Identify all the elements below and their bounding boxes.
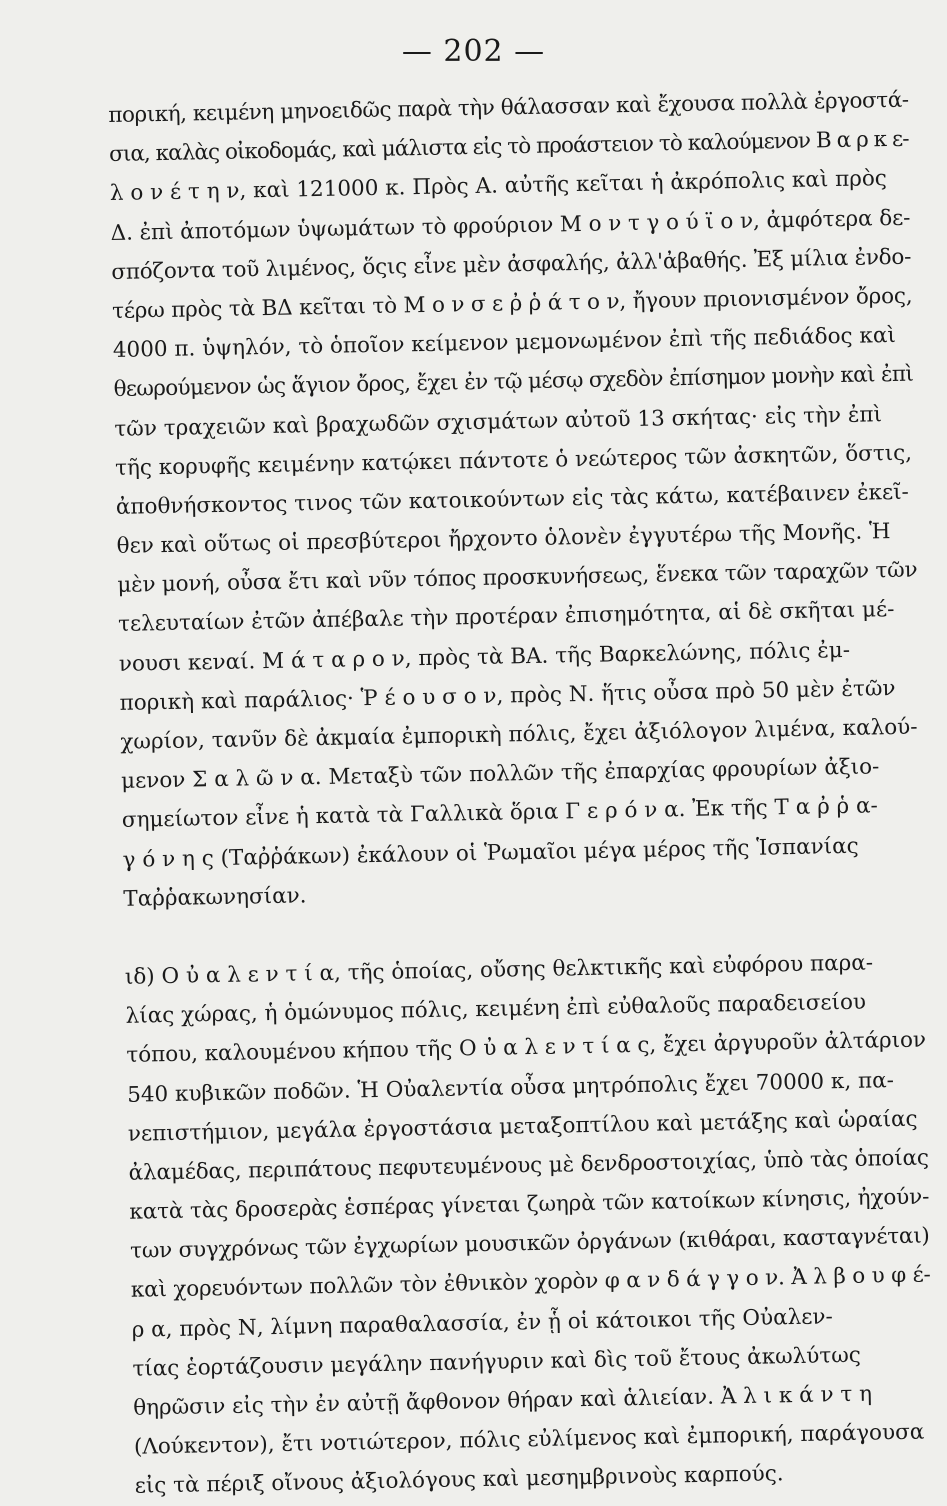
- paragraph-catalonia: [108, 81, 924, 919]
- text-line: εἰς τὰ πέριξ οἴνους ἀξιολόγους καὶ μεσημβρινοὺς καρπούς.: [134, 1461, 784, 1500]
- text-line: τῆς κορυφῆς κειμένην κατῴκει πάντοτε ὁ νεώτερος τῶν ἀσκητῶν, ὅστις,: [114, 440, 913, 481]
- text-line: νεπιστήμιον, μεγάλα ἐργοστάσια μεταξοπτίλου καὶ μετάξης καὶ ὡραίας: [127, 1106, 918, 1147]
- text-line: μὲν μονή, οὖσα ἔτι καὶ νῦν τόπος προσκυνήσεως, ἕνεκα τῶν ταραχῶν τῶν: [117, 557, 918, 599]
- text-line: των συγχρόνως τῶν ἐγχωρίων μουσικῶν ὀργάνων (κιθάραι, κασταγνέται): [129, 1223, 930, 1265]
- text-line: τίας ἑορτάζουσιν μεγάλην πανήγυριν καὶ δὶς τοῦ ἔτους ἀκωλύτως: [132, 1342, 862, 1382]
- text-line: μενον Σ α λ ῶ ν α. Μεταξὺ τῶν πολλῶν τῆς ἐπαρχίας φρουρίων ἀξιο-: [120, 754, 880, 795]
- text-line: τῶν τραχειῶν καὶ βραχωδῶν σχισμάτων αὐτοῦ 13 σκήτας· εἰς τὴν ἐπὶ: [114, 401, 883, 442]
- text-line: καὶ χορευόντων πολλῶν τὸν ἐθνικὸν χορὸν φ α ν δ ά γ γ ο ν. Ἀ λ β ο υ φ έ-: [130, 1262, 931, 1304]
- text-line: γ ό ν η ς (Ταῤῥάκων) ἐκάλουν οἱ Ῥωμαῖοι μέγα μέρος τῆς Ἱσπανίας: [122, 833, 859, 873]
- text-line: Δ. ἐπὶ ἀποτόμων ὑψωμάτων τὸ φρούριον Μ ο ν τ γ ο ύ ϊ ο ν, ἀμφότερα δε-: [110, 205, 911, 246]
- text-line: Ταῤῥακωνησίαν.: [123, 883, 307, 912]
- text-line: λ ο ν έ τ η ν, καὶ 121000 κ. Πρὸς Α. αὐτῆς κεῖται ἡ ἀκρόπολις καὶ πρὸς: [109, 166, 888, 207]
- text-line: θεν καὶ οὕτως οἱ πρεσβύτεροι ἤρχοντο ὁλονὲν ἐγγυτέρω τῆς Μονῆς. Ἡ: [116, 519, 891, 559]
- text-line: 4000 π. ὑψηλόν, τὸ ὁποῖον κείμενον μεμονωμένον ἐπὶ τῆς πεδιάδος καὶ: [112, 323, 897, 364]
- text-line: σπόζοντα τοῦ λιμένος, ὅςις εἶνε μὲν ἀσφαλής, ἀλλ'ἀβαθής. Ἐξ μίλια ἐνδο-: [111, 244, 912, 285]
- text-line: νουσι κεναί. Μ ά τ α ρ ο ν, πρὸς τὰ ΒΑ. τῆς Βαρκελώνης, πόλις ἐμ-: [118, 637, 851, 677]
- text-line: σημείωτον εἶνε ἡ κατὰ τὰ Γαλλικὰ ὅρια Γ ε ρ ό ν α. Ἐκ τῆς Τ α ῤ ῥ α-: [121, 793, 879, 834]
- text-line: θηρῶσιν εἰς τὴν ἐν αὐτῇ ἄφθονον θήραν καὶ ἁλιείαν. Ἀ λ ι κ ά ν τ η: [132, 1381, 873, 1421]
- text-line: ιδ) Ο ὐ α λ ε ν τ ί α, τῆς ὁποίας, οὔσης θελκτικῆς καὶ εὐφόρου παρα-: [124, 950, 874, 990]
- text-line: τέρω πρὸς τὰ ΒΔ κεῖται τὸ Μ ο ν σ ε ῤ ῥ ά τ ο ν, ἤγουν πριονισμένον ὄρος,: [111, 283, 913, 324]
- text-line: κατὰ τὰς δροσερὰς ἑσπέρας γίνεται ζωηρὰ τῶν κατοίκων κίνησις, ἠχούν-: [129, 1184, 930, 1225]
- text-line: πορικὴ καὶ παράλιος· Ῥ έ ο υ σ ο ν, πρὸς Ν. ἥτις οὖσα πρὸ 50 μὲν ἐτῶν: [119, 675, 896, 716]
- text-line: ρ α, πρὸς Ν, λίμνη παραθαλασσία, ἐν ᾗ οἱ κάτοικοι τῆς Οὐαλεν-: [131, 1303, 833, 1343]
- text-line: θεωρούμενον ὡς ἅγιον ὄρος, ἔχει ἐν τῷ μέσῳ σχεδὸν ἐπίσημον μονὴν καὶ ἐπὶ: [113, 361, 914, 403]
- page-text: [108, 81, 935, 1506]
- text-line: πορική, κειμένη μηνοειδῶς παρὰ τὴν θάλασσαν καὶ ἔχουσα πολλὰ ἐργοστά-: [108, 87, 909, 128]
- text-line: (Λούκεντον), ἔτι νοτιώτερον, πόλις εὐλίμενος καὶ ἐμπορική, παράγουσα: [133, 1419, 925, 1460]
- text-line: ἀλαμέδας, περιπάτους πεφυτευμένους μὲ δενδροστοιχίας, ὑπὸ τὰς ὁποίας: [128, 1145, 930, 1186]
- text-line: 540 κυβικῶν ποδῶν. Ἡ Οὐαλεντία οὖσα μητρόπολις ἔχει 70000 κ, πα-: [126, 1067, 895, 1108]
- text-line: τόπου, καλουμένου κήπου τῆς Ο ὐ α λ ε ν τ ί α ς, ἔχει ἀργυροῦν ἀλτάριον: [126, 1027, 927, 1069]
- text-line: λίας χώρας, ἡ ὁμώνυμος πόλις, κειμένη ἐπὶ εὐθαλοῦς παραδεισείου: [125, 989, 867, 1029]
- text-line: σια, καλὰς οἰκοδομάς, καὶ μάλιστα εἰς τὸ προάστειον τὸ καλούμενον Β α ρ κ ε-: [108, 126, 909, 168]
- text-line: ἀποθνήσκοντος τινος τῶν κατοικούντων εἰς τὰς κάτω, κατέβαινεν ἐκεῖ-: [115, 479, 910, 520]
- paragraph-valencia: [125, 942, 935, 1506]
- page-number: — 202 —: [401, 34, 546, 69]
- text-line: τελευταίων ἐτῶν ἀπέβαλε τὴν προτέραν ἐπισημότητα, αἱ δὲ σκῆται μέ-: [117, 597, 895, 638]
- text-line: χωρίον, τανῦν δὲ ἀκμαία ἐμπορικὴ πόλις, ἔχει ἀξιόλογον λιμένα, καλού-: [120, 714, 918, 755]
